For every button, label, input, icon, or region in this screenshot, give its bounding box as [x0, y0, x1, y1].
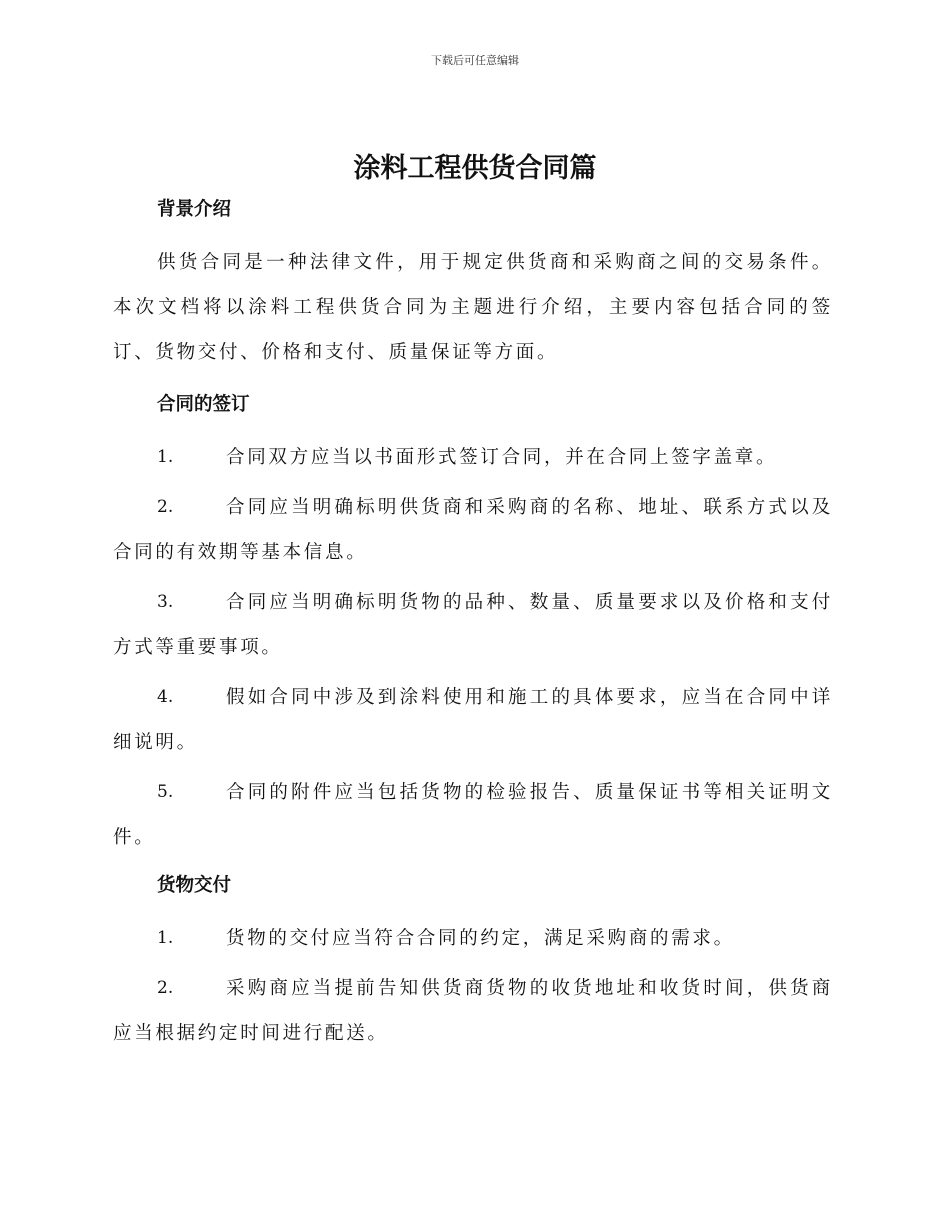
list-item-number: 5.	[157, 782, 174, 802]
page-header-note: 下载后可任意编辑	[431, 54, 519, 67]
list-item-text: 合同双方应当以书面形式签订合同，并在合同上签字盖章。	[226, 447, 778, 468]
list-item	[113, 966, 833, 1056]
list-item	[113, 675, 833, 765]
list-item-number: 1.	[157, 928, 174, 948]
list-item	[113, 770, 833, 860]
section-heading-signing: 合同的签订	[157, 394, 250, 415]
list-item-number: 2.	[157, 978, 174, 998]
list-item	[113, 580, 833, 670]
list-item-text: 货物的交付应当符合合同的约定，满足采购商的需求。	[226, 928, 735, 949]
background-paragraph: 供货合同是一种法律文件，用于规定供货商和采购商之间的交易条件。本次文档将以涂料工程供货合同为主题进行介绍，主要内容包括合同的签订、货物交付、价格和支付、质量保证等方面。	[113, 252, 833, 363]
list-item-text: 合同的附件应当包括货物的检验报告、质量保证书等相关证明文件。	[113, 782, 833, 848]
list-item-number: 4.	[157, 687, 174, 707]
signing-list	[113, 435, 833, 860]
section-heading-delivery: 货物交付	[157, 875, 232, 896]
list-item	[113, 916, 833, 961]
document-body	[113, 196, 833, 1061]
list-item-text: 合同应当明确标明货物的品种、数量、质量要求以及价格和支付方式等重要事项。	[113, 592, 833, 658]
list-item	[113, 435, 833, 480]
section-heading-background: 背景介绍	[157, 199, 232, 220]
list-item-text: 假如合同中涉及到涂料使用和施工的具体要求，应当在合同中详细说明。	[113, 687, 833, 753]
list-item-number: 1.	[157, 447, 174, 467]
list-item-number: 2.	[157, 497, 174, 517]
list-item	[113, 485, 833, 575]
list-item-text: 采购商应当提前告知供货商货物的收货地址和收货时间，供货商应当根据约定时间进行配送。	[113, 978, 833, 1044]
document-title: 涂料工程供货合同篇	[353, 153, 597, 184]
list-item-text: 合同应当明确标明供货商和采购商的名称、地址、联系方式以及合同的有效期等基本信息。	[113, 497, 833, 563]
list-item-number: 3.	[157, 592, 174, 612]
delivery-list	[113, 916, 833, 1056]
